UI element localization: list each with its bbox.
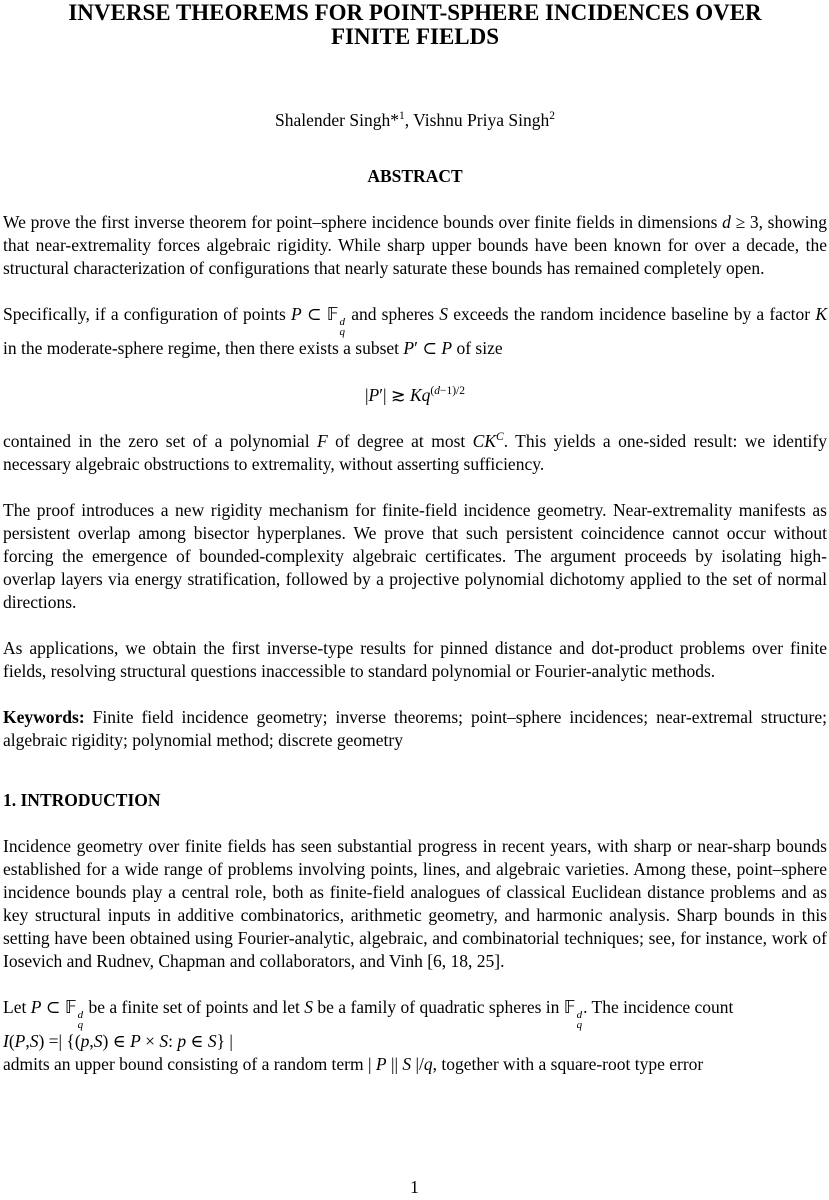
abstract-paragraph-5: As applications, we obtain the first inverse-type results for pinned distance and dot-product problems over finite fields, resolving structural questions inaccessible to standard polynomial or Fourier-analytic methods. — [3, 638, 827, 681]
section-heading-introduction: 1. INTRODUCTION — [3, 790, 161, 810]
introduction-paragraph-1: Incidence geometry over finite fields has seen substantial progress in recent years, with sharp or near-sharp bounds established for a wide range of problems involving points, lines, and algebraic varieties. Among these, point–sphere incidence bounds play a central role, both as finite-field analogues of classical Euclidean distance problems and as key structural inputs in additive combinatorics, arithmetic geometry, and harmonic analysis. Sharp bounds in this setting have been obtained using Fourier-analytic, algebraic, and combinatorial techniques; see, for instance, work of Iosevich and Rudnev, Chapman and collaborators, and Vinh [6, 18, 25]. — [3, 836, 827, 971]
stacked-subsuperscript: d q — [77, 1009, 84, 1031]
display-formula: |P′| ≳ $Kq^{(d-1)/2}$ — [364, 385, 465, 405]
stacked-subsuperscript: d q — [339, 316, 346, 338]
authors-line: Shalender Singh*$^1$, Vishnu Priya Singh$^2$ — [275, 110, 555, 130]
abstract-paragraph-1: We prove the first inverse theorem for point–sphere incidence bounds over finite fields in dimensions d ≥ 3, showing that near-extremality forces algebraic rigidity. While sharp upper bounds have been known for over a decade, the structural characterization of configurations that nearly saturate these bounds has remained completely open. — [3, 212, 827, 278]
abstract-paragraph-4: The proof introduces a new rigidity mechanism for finite-field incidence geometry. Near-extremality manifests as persistent overlap among bisector hyperplanes. We prove that such persistent coincidence cannot occur without forcing the emergence of bounded-complexity algebraic certificates. The argument proceeds by isolating high-overlap layers via energy stratification, followed by a projective polynomial dichotomy applied to the set of normal directions. — [3, 500, 827, 612]
stacked-subsuperscript: d q — [576, 1009, 583, 1031]
paper-title — [3, 1, 827, 49]
abstract-paragraph-3: contained in the zero set of a polynomial F of degree at most $CK^C$. This yields a one-sided result: we identify necessary algebraic obstructions to extremality, without asserting sufficiency. — [3, 431, 827, 474]
abstract-heading: ABSTRACT — [367, 166, 463, 186]
paper-title-line1: INVERSE THEOREMS FOR POINT-SPHERE INCIDENCES OVER — [68, 0, 762, 25]
paper-title-line2: FINITE FIELDS — [330, 24, 500, 49]
keywords-line: Keywords: Finite field incidence geometry; inverse theorems; point–sphere incidences; near-extremal structure; algebraic rigidity; polynomial method; discrete geometry — [3, 707, 827, 750]
abstract-paragraph-2: Specifically, if a configuration of points P ⊂ 𝔽 d q and spheres S exceeds the random incidence baseline by a factor K in the moderate-sphere regime, then there exists a subset P′ ⊂ P of size — [3, 304, 827, 358]
introduction-paragraph-2: Let P ⊂ 𝔽 d q be a finite set of points and let S be a family of quadratic spheres in 𝔽 d q . The incidence count I(P,S) =| {(p,S) ∈ P × S: p ∈ S} | admits an upper bound consisting of a random term | P || S |/q, together with a square-root type error — [3, 997, 734, 1074]
page-number: 1 — [410, 1177, 419, 1197]
